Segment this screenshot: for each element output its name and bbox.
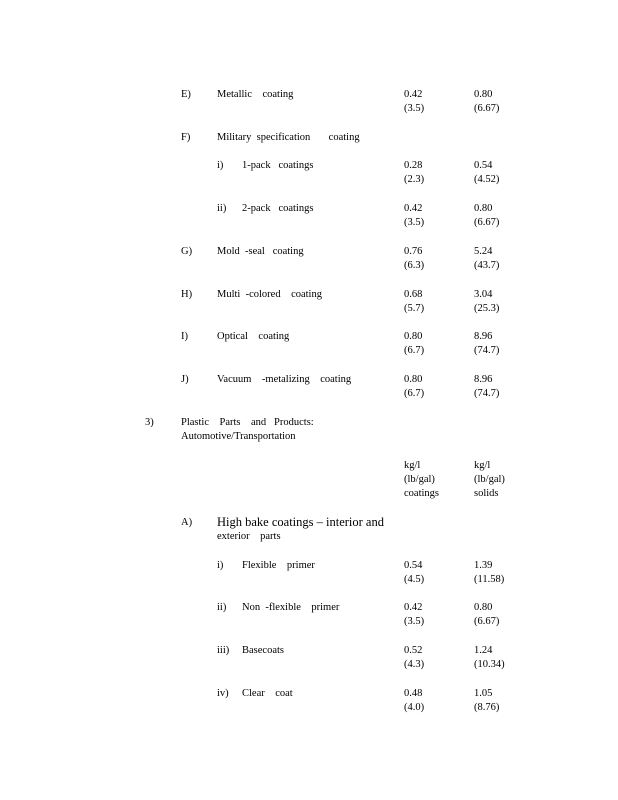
coatings-value-lbgal: (5.7)	[404, 303, 425, 314]
item-label: Metallic coating	[217, 89, 294, 100]
solids-value: 1.05	[474, 688, 493, 699]
coatings-value: 0.80	[404, 331, 423, 342]
coatings-value: 0.54	[404, 560, 423, 571]
item-letter: I)	[181, 331, 188, 342]
solids-value-lbgal: (6.67)	[474, 616, 500, 627]
sub-item-numeral: i)	[217, 160, 224, 171]
coatings-value: 0.48	[404, 688, 423, 699]
solids-value: 8.96	[474, 374, 493, 385]
solids-value-lbgal: (10.34)	[474, 659, 505, 670]
item-label-line2: exterior parts	[217, 531, 281, 542]
item-label: Mold -seal coating	[217, 246, 304, 257]
item-letter: F)	[181, 132, 191, 143]
sub-item-label: Clear coat	[242, 688, 293, 699]
item-letter: H)	[181, 289, 193, 300]
item-label: Military specification coating	[217, 132, 360, 143]
coatings-value: 0.76	[404, 246, 423, 257]
solids-value-lbgal: (6.67)	[474, 217, 500, 228]
solids-unit-line3: solids	[474, 488, 499, 499]
solids-unit-line2: (lb/gal)	[474, 474, 505, 485]
item-label-line1: High bake coatings – interior and	[217, 515, 384, 529]
coatings-value: 0.80	[404, 374, 423, 385]
solids-value: 0.80	[474, 602, 493, 613]
item-label: Vacuum -metalizing coating	[217, 374, 352, 385]
solids-value: 1.24	[474, 645, 493, 656]
item-label: Multi -colored coating	[217, 289, 322, 300]
solids-value-lbgal: (74.7)	[474, 388, 500, 399]
coatings-value: 0.42	[404, 602, 423, 613]
coatings-value: 0.28	[404, 160, 423, 171]
coatings-value-lbgal: (4.5)	[404, 574, 425, 585]
sub-item-label: Flexible primer	[242, 560, 315, 571]
solids-value-lbgal: (6.67)	[474, 103, 500, 114]
coatings-value-lbgal: (4.0)	[404, 702, 425, 713]
item-letter: E)	[181, 89, 191, 100]
coatings-value-lbgal: (4.3)	[404, 659, 425, 670]
coatings-value-lbgal: (6.7)	[404, 388, 425, 399]
coatings-value-lbgal: (2.3)	[404, 174, 425, 185]
item-letter: G)	[181, 246, 193, 257]
section-title-line2: Automotive/Transportation	[181, 431, 296, 442]
sub-item-numeral: iii)	[217, 645, 230, 656]
sub-item-label: Basecoats	[242, 645, 284, 656]
solids-value: 0.54	[474, 160, 493, 171]
coatings-value-lbgal: (6.7)	[404, 345, 425, 356]
coatings-value: 0.42	[404, 89, 423, 100]
sub-item-numeral: ii)	[217, 203, 227, 214]
coatings-value-lbgal: (6.3)	[404, 260, 425, 271]
solids-value: 0.80	[474, 89, 493, 100]
sub-item-label: 1-pack coatings	[242, 160, 314, 171]
sub-item-numeral: iv)	[217, 688, 229, 699]
solids-value: 3.04	[474, 289, 493, 300]
item-label: Optical coating	[217, 331, 290, 342]
solids-value: 0.80	[474, 203, 493, 214]
solids-unit-line1: kg/l	[474, 460, 491, 471]
solids-value-lbgal: (4.52)	[474, 174, 500, 185]
solids-value-lbgal: (43.7)	[474, 260, 500, 271]
item-letter: J)	[181, 374, 189, 385]
solids-value: 5.24	[474, 246, 493, 257]
coatings-value: 0.42	[404, 203, 423, 214]
coatings-value-lbgal: (3.5)	[404, 103, 425, 114]
solids-value: 1.39	[474, 560, 493, 571]
coatings-value-lbgal: (3.5)	[404, 616, 425, 627]
sub-item-numeral: i)	[217, 560, 224, 571]
sub-item-numeral: ii)	[217, 602, 227, 613]
coatings-value: 0.52	[404, 645, 423, 656]
sub-item-label: Non -flexible primer	[242, 602, 340, 613]
solids-value-lbgal: (8.76)	[474, 702, 500, 713]
section-number: 3)	[145, 417, 154, 428]
solids-value-lbgal: (11.58)	[474, 574, 505, 585]
item-letter: A)	[181, 517, 193, 528]
coatings-value-lbgal: (3.5)	[404, 217, 425, 228]
coatings-unit-line1: kg/l	[404, 460, 421, 471]
solids-value: 8.96	[474, 331, 493, 342]
sub-item-label: 2-pack coatings	[242, 203, 314, 214]
solids-value-lbgal: (25.3)	[474, 303, 500, 314]
section-title-line1: Plastic Parts and Products:	[181, 417, 314, 428]
solids-value-lbgal: (74.7)	[474, 345, 500, 356]
coatings-value: 0.68	[404, 289, 423, 300]
coatings-unit-line2: (lb/gal)	[404, 474, 435, 485]
coatings-unit-line3: coatings	[404, 488, 439, 499]
